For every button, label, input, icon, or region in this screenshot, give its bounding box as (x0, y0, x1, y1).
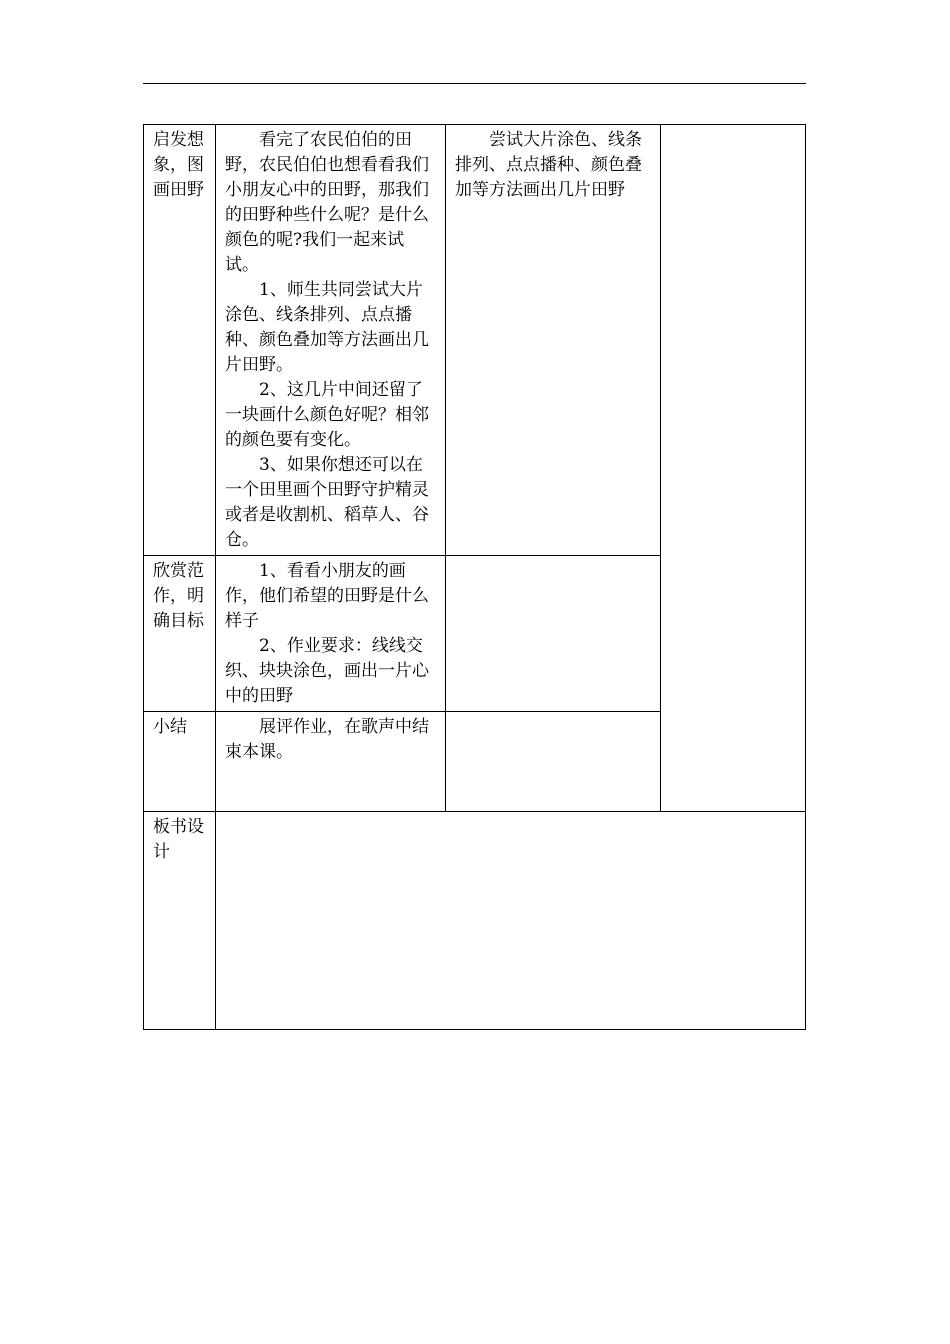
student-activity-cell (446, 712, 661, 812)
teacher-paragraph: 2、作业要求：线线交织、块块涂色，画出一片心中的田野 (225, 636, 429, 706)
teacher-paragraph: 3、如果你想还可以在一个田里画个田野守护精灵或者是收割机、稻草人、谷仓。 (225, 455, 429, 550)
student-activity-cell (446, 125, 661, 556)
lesson-plan-table (143, 124, 806, 1030)
step-label-cell (144, 712, 216, 812)
teacher-paragraph: 看完了农民伯伯的田野，农民伯伯也想看看我们小朋友心中的田野，那我们的田野种些什么呢？是什么颜色的呢?我们一起来试试。 (225, 130, 429, 275)
step-label-cell (144, 125, 216, 556)
board-design-label: 板书设计 (153, 817, 204, 862)
board-design-label-cell (144, 812, 216, 1030)
teacher-paragraph: 1、师生共同尝试大片涂色、线条排列、点点播种、颜色叠加等方法画出几片田野。 (225, 280, 429, 375)
header-rule (143, 83, 806, 84)
step-label: 小结 (153, 717, 187, 737)
board-design-content-cell (216, 812, 806, 1030)
step-label: 欣赏范作，明确目标 (153, 561, 204, 631)
teacher-paragraph: 1、看看小朋友的画作，他们希望的田野是什么样子 (225, 561, 429, 631)
teacher-activity-cell (216, 712, 446, 812)
teacher-paragraph: 展评作业，在歌声中结束本课。 (225, 717, 429, 762)
notes-cell (661, 125, 806, 812)
table-row (144, 125, 806, 556)
teacher-activity-cell (216, 556, 446, 712)
step-label: 启发想象，图画田野 (153, 130, 204, 200)
teacher-activity-cell (216, 125, 446, 556)
table-row (144, 812, 806, 1030)
student-paragraph: 尝试大片涂色、线条排列、点点播种、颜色叠加等方法画出几片田野 (455, 130, 642, 200)
step-label-cell (144, 556, 216, 712)
student-activity-cell (446, 556, 661, 712)
teacher-paragraph: 2、这几片中间还留了一块画什么颜色好呢？相邻的颜色要有变化。 (225, 380, 429, 450)
